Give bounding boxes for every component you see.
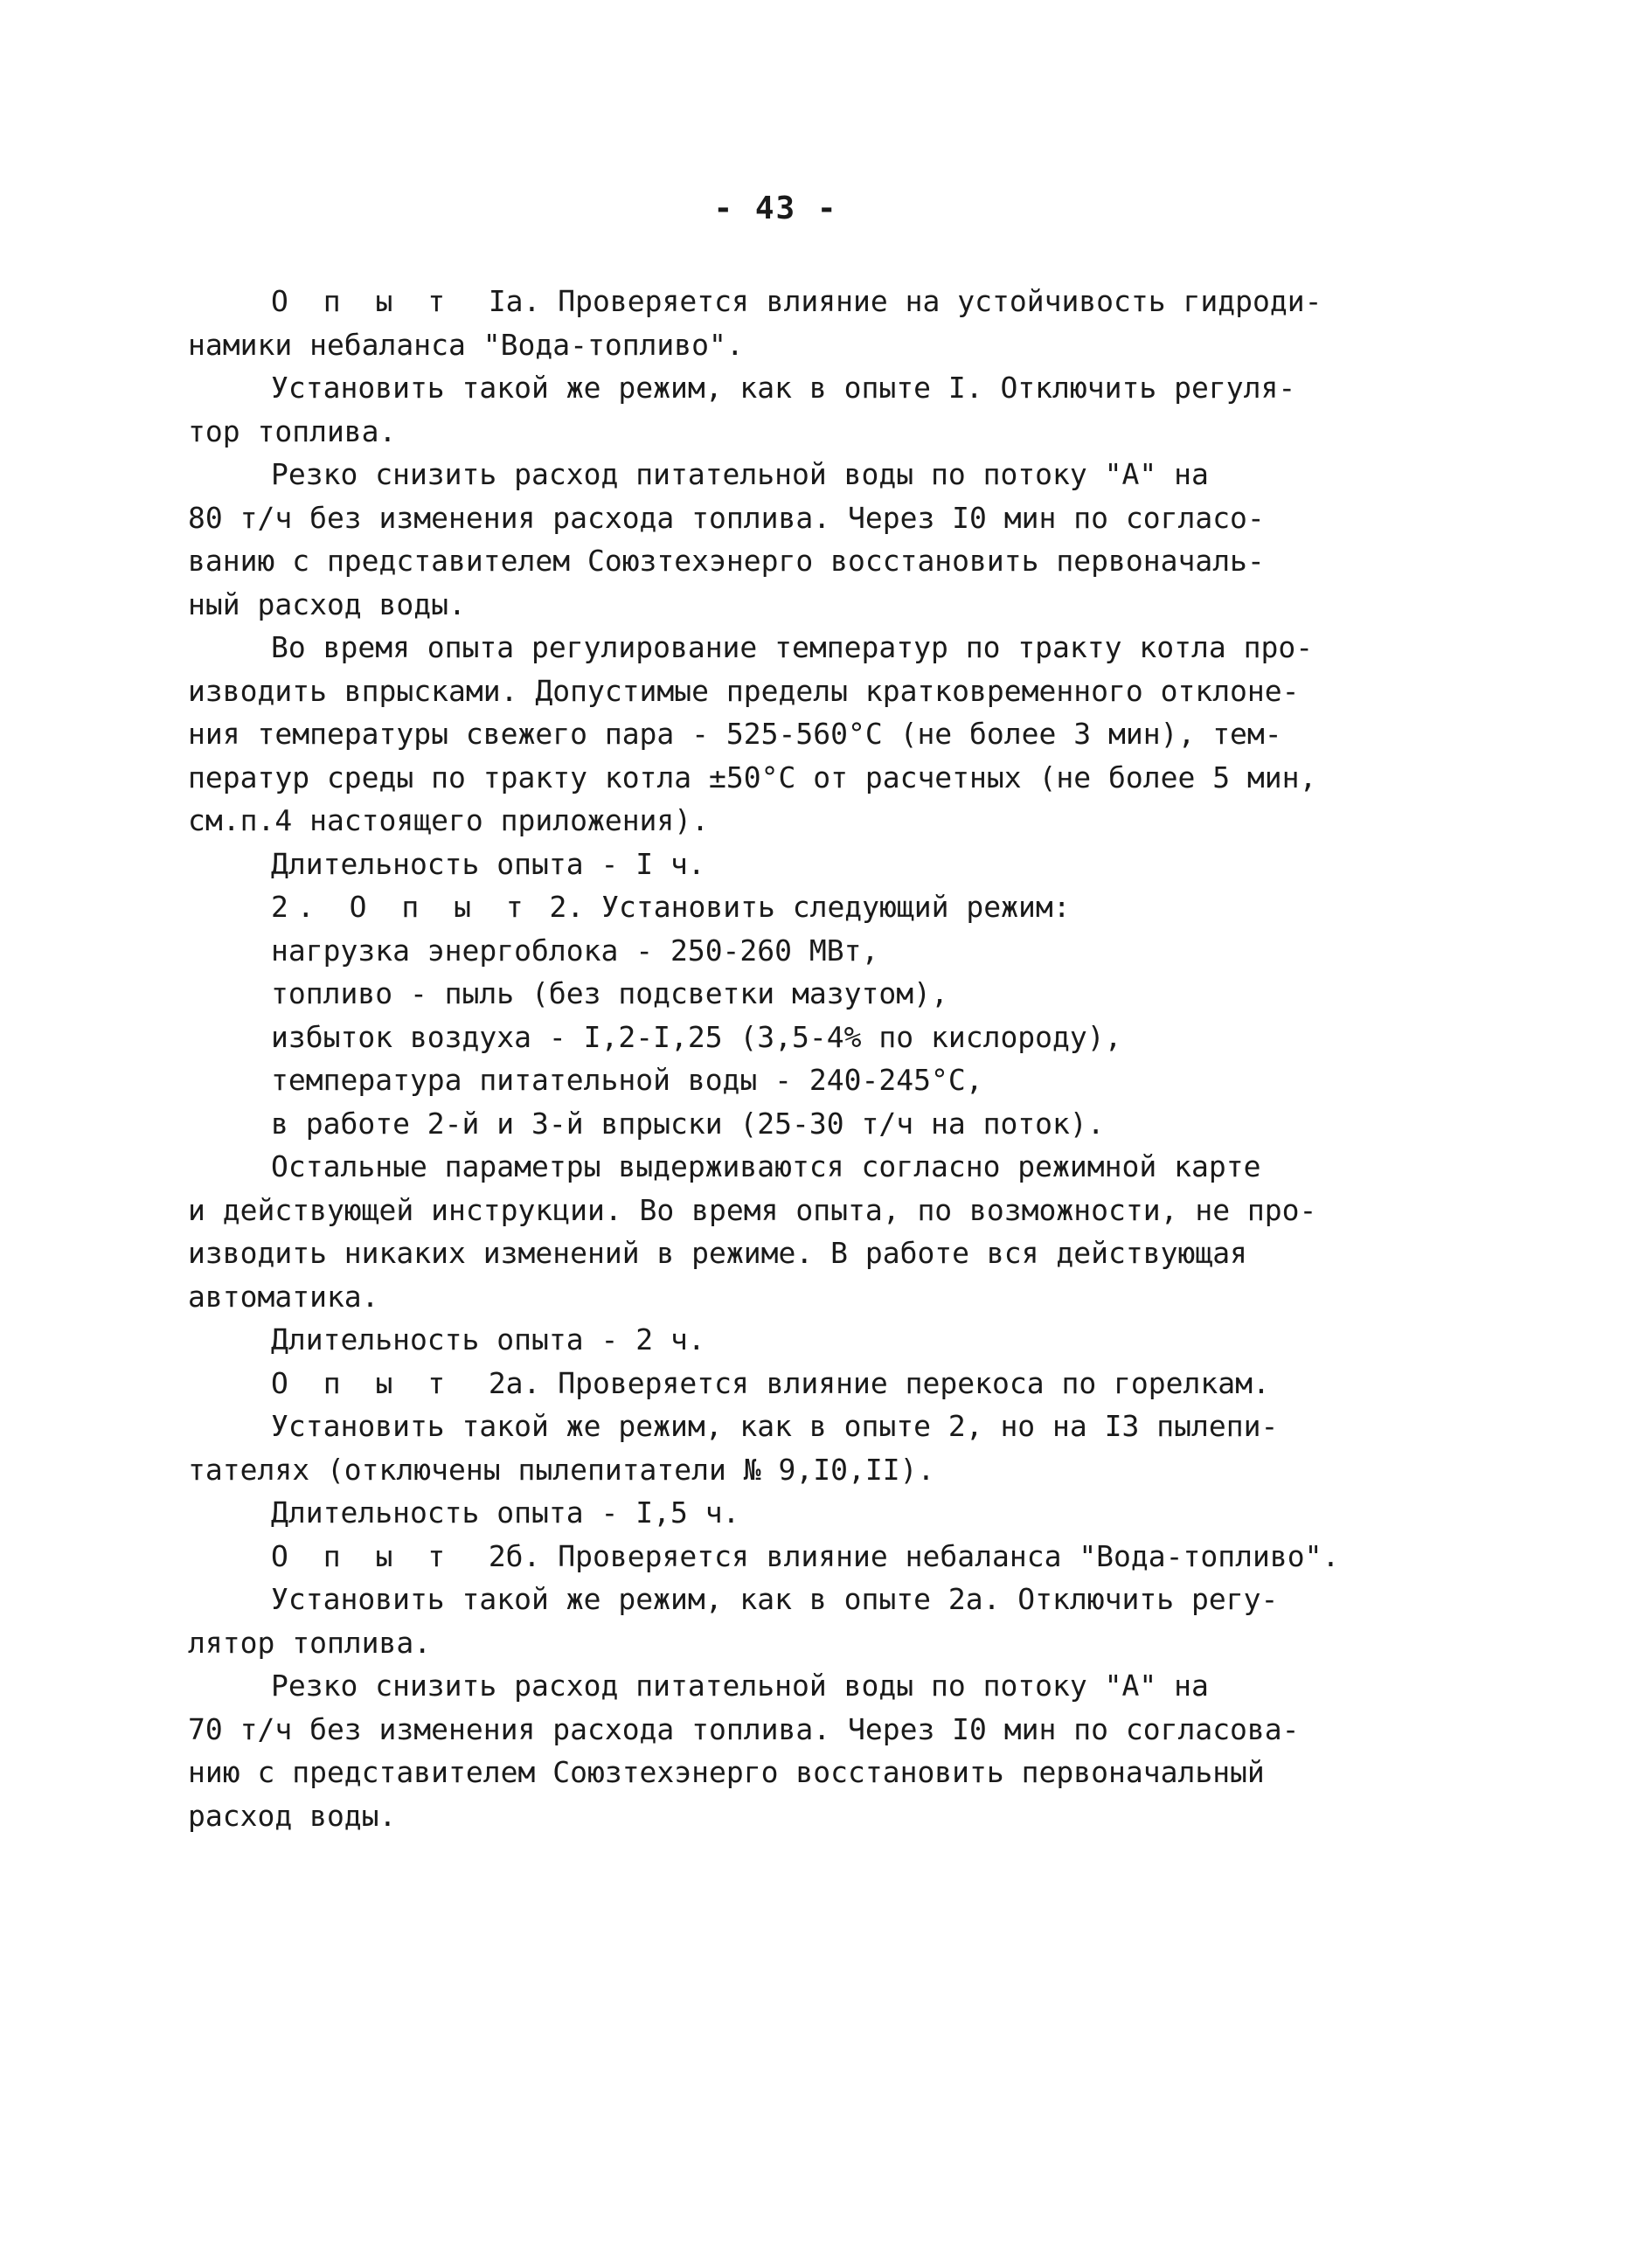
line-text: ния температуры свежего пара - 525-560°С (не более 3 мин), тем- xyxy=(188,717,1282,751)
line-text: и действующей инструкции. Во время опыта, по возможности, не про- xyxy=(188,1192,1317,1227)
text-line xyxy=(188,280,1342,323)
text-line xyxy=(188,712,1342,756)
line-text: нию с представителем Союзтехэнерго восстановить первоначальный xyxy=(188,1755,1265,1789)
experiment-heading: 2. О п ы т xyxy=(271,890,532,924)
text-line xyxy=(188,539,1342,583)
text-line xyxy=(188,1664,1342,1708)
line-text: Резко снизить расход питательной воды по потоку "А" на xyxy=(271,1669,1209,1703)
text-line xyxy=(188,1578,1342,1621)
text-line xyxy=(188,410,1342,454)
text-line xyxy=(188,1405,1342,1448)
line-text: Установить такой же режим, как в опыте I. Отключить регуля- xyxy=(271,371,1296,405)
line-text: Установить такой же режим, как в опыте 2а. Отключить регу- xyxy=(271,1582,1279,1616)
text-line xyxy=(188,626,1342,670)
text-line xyxy=(188,1232,1342,1275)
text-line xyxy=(188,496,1342,540)
text-line xyxy=(188,1275,1342,1319)
line-text: ператур среды по тракту котла ±50°С от расчетных (не более 5 мин, xyxy=(188,760,1317,794)
text-line xyxy=(188,929,1342,973)
line-text: Установить такой же режим, как в опыте 2, но на I3 пылепи- xyxy=(271,1409,1279,1443)
text-line xyxy=(188,1058,1342,1102)
text-line xyxy=(188,1016,1342,1059)
line-text: 2а. Проверяется влияние перекоса по горелкам. xyxy=(454,1365,1270,1400)
line-text: Длительность опыта - I,5 ч. xyxy=(271,1495,740,1530)
text-line xyxy=(188,1491,1342,1535)
text-line xyxy=(188,1621,1342,1665)
text-line xyxy=(188,843,1342,886)
page-number: - 43 - xyxy=(713,191,838,226)
line-text: намики небаланса "Вода-топливо". xyxy=(188,327,744,362)
experiment-heading: О п ы т xyxy=(271,1365,455,1400)
line-text: температура питательной воды - 240-245°С, xyxy=(271,1063,983,1097)
line-text: изводить впрысками. Допустимые пределы кратковременного отклоне- xyxy=(188,673,1300,708)
line-text: см.п.4 настоящего приложения). xyxy=(188,803,710,837)
line-text: Длительность опыта - I ч. xyxy=(271,846,705,881)
line-text: топливо - пыль (без подсветки мазутом), xyxy=(271,976,948,1010)
text-line xyxy=(188,670,1342,713)
text-line xyxy=(188,799,1342,843)
line-text: автоматика. xyxy=(188,1279,379,1314)
line-text: Остальные параметры выдерживаются согласно режимной карте xyxy=(271,1149,1261,1183)
text-line xyxy=(188,1189,1342,1232)
text-line xyxy=(188,1448,1342,1492)
line-text: в работе 2-й и 3-й впрыски (25-30 т/ч на поток). xyxy=(271,1106,1105,1141)
text-line xyxy=(188,1362,1342,1405)
line-text: расход воды. xyxy=(188,1798,397,1833)
line-text: 70 т/ч без изменения расхода топлива. Через I0 мин по согласова- xyxy=(188,1711,1300,1746)
text-line xyxy=(188,1535,1342,1578)
experiment-heading: О п ы т xyxy=(271,284,455,318)
body-text xyxy=(188,280,1342,1837)
line-text: Во время опыта регулирование температур по тракту котла про- xyxy=(271,630,1314,664)
line-text: лятор топлива. xyxy=(188,1625,432,1660)
text-line xyxy=(188,323,1342,367)
line-text: Резко снизить расход питательной воды по потоку "А" на xyxy=(271,457,1209,491)
text-line xyxy=(188,1318,1342,1362)
line-text: Iа. Проверяется влияние на устойчивость гидроди- xyxy=(454,284,1322,318)
line-text: ный расход воды. xyxy=(188,586,466,621)
text-line xyxy=(188,453,1342,496)
line-text: Длительность опыта - 2 ч. xyxy=(271,1322,705,1356)
line-text: 80 т/ч без изменения расхода топлива. Через I0 мин по согласо- xyxy=(188,500,1265,535)
text-line xyxy=(188,1102,1342,1146)
line-text: 2. Установить следующий режим: xyxy=(531,890,1071,924)
text-line xyxy=(188,972,1342,1016)
line-text: изводить никаких изменений в режиме. В работе вся действующая xyxy=(188,1236,1247,1270)
line-text: избыток воздуха - I,2-I,25 (3,5-4% по кислороду), xyxy=(271,1019,1122,1054)
text-line xyxy=(188,1145,1342,1189)
text-line xyxy=(188,1708,1342,1752)
text-line xyxy=(188,1751,1342,1794)
text-line xyxy=(188,1794,1342,1838)
text-line xyxy=(188,583,1342,627)
text-line xyxy=(188,885,1342,929)
line-text: тор топлива. xyxy=(188,413,397,448)
text-line xyxy=(188,366,1342,410)
line-text: тателях (отключены пылепитатели № 9,I0,II). xyxy=(188,1452,935,1487)
text-line xyxy=(188,756,1342,800)
line-text: 2б. Проверяется влияние небаланса "Вода-топливо". xyxy=(454,1538,1340,1573)
line-text: нагрузка энергоблока - 250-260 МВт, xyxy=(271,933,879,968)
experiment-heading: О п ы т xyxy=(271,1538,455,1573)
line-text: ванию с представителем Союзтехэнерго восстановить первоначаль- xyxy=(188,544,1265,578)
